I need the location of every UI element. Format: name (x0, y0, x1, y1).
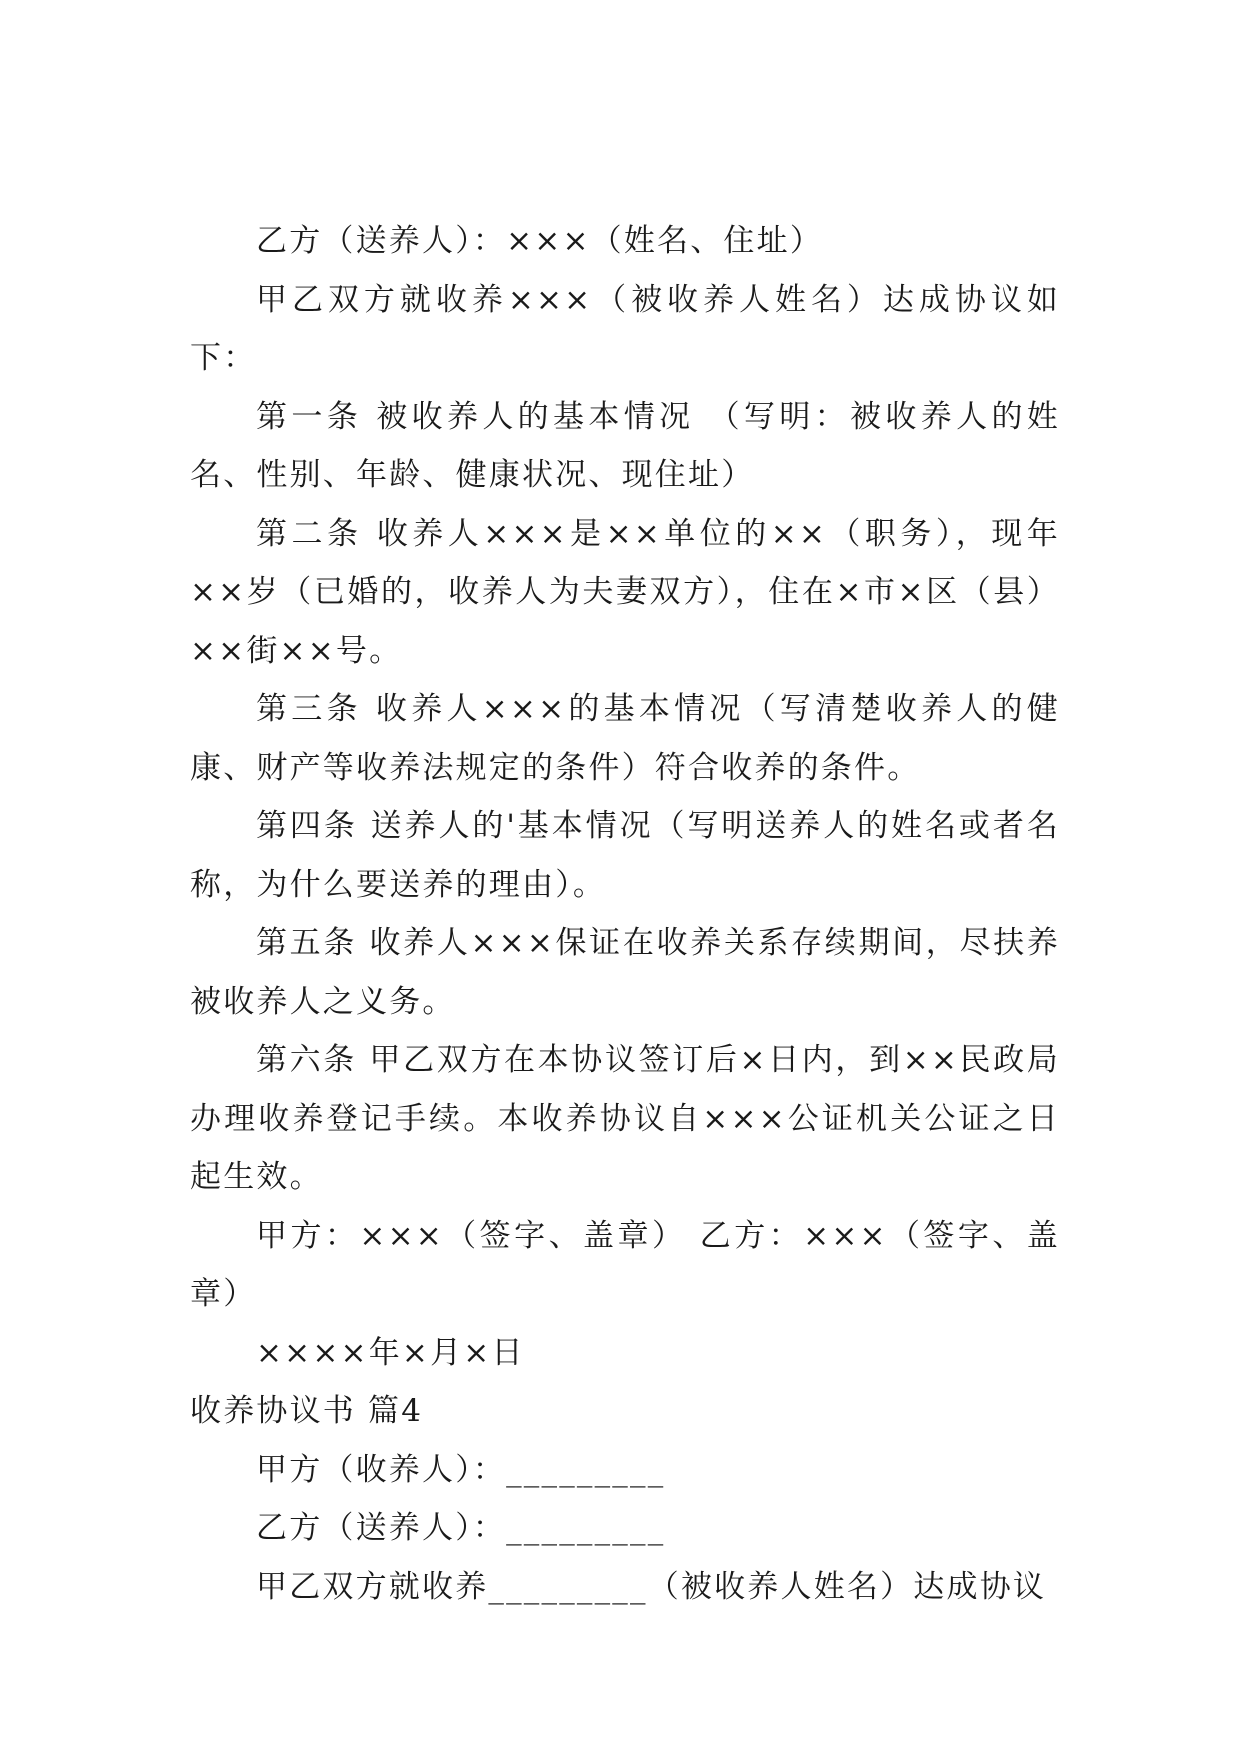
agreement-intro: 甲乙双方就收养×××（被收养人姓名）达成协议如下： (190, 281, 1060, 376)
agreement-intro-blank: 甲乙双方就收养_________（被收养人姓名）达成协议 (256, 1568, 1047, 1605)
party-b-blank-line: 乙方（送养人）：_________ (256, 1510, 666, 1546)
party-b-line: 乙方（送养人）：×××（姓名、住址） (256, 223, 824, 259)
party-a-blank-line: 甲方（收养人）：_________ (256, 1451, 666, 1488)
article-6: 第六条 甲乙双方在本协议签订后×日内，到××民政局办理收养登记手续。本收养协议自×××公证机关公证之日起生效。 (190, 1042, 1060, 1195)
article-2: 第二条 收养人×××是××单位的××（职务），现年××岁（已婚的，收养人为夫妻双方），住在×市×区（县）××街××号。 (190, 515, 1060, 669)
article-1: 第一条 被收养人的基本情况 （写明：被收养人的姓名、性别、年龄、健康状况、现住址） (190, 398, 1060, 493)
date-line: ××××年×月×日 (256, 1334, 525, 1371)
article-4: 第四条 送养人的'基本情况（写明送养人的姓名或者名称，为什么要送养的理由）。 (190, 808, 1060, 903)
document-body (190, 212, 1060, 1616)
article-5: 第五条 收养人×××保证在收养关系存续期间，尽扶养被收养人之义务。 (190, 925, 1060, 1020)
article-3: 第三条 收养人×××的基本情况（写清楚收养人的健康、财产等收养法规定的条件）符合收养的条件。 (190, 691, 1060, 786)
signature-line: 甲方：×××（签字、盖章） 乙方：×××（签字、盖章） (190, 1217, 1060, 1312)
section-heading: 收养协议书 篇4 (190, 1393, 424, 1429)
